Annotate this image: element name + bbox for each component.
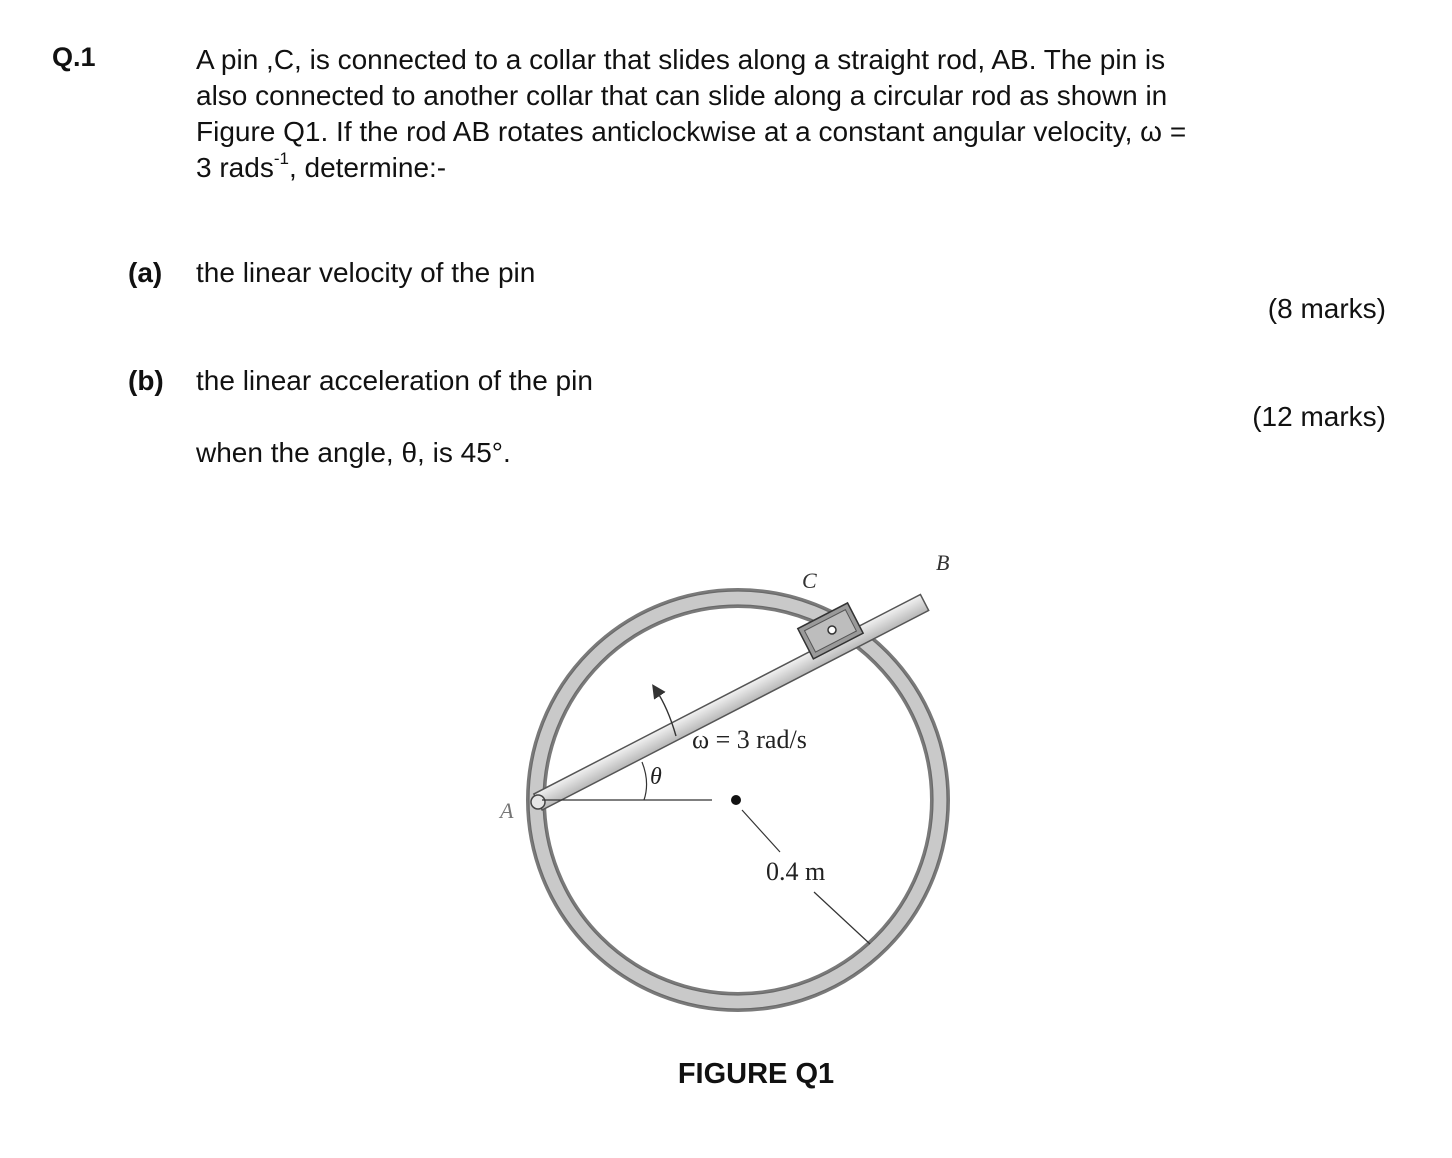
intro-line-4-post: , determine:- — [288, 152, 447, 183]
label-theta: θ — [650, 764, 662, 790]
intro-line-4-sup: -1 — [273, 148, 289, 168]
part-a-text: the linear velocity of the pin — [196, 257, 536, 288]
pin-c — [828, 626, 836, 634]
centre-point — [731, 795, 741, 805]
figure-q1-diagram — [480, 530, 1000, 1030]
part-a-label: (a) — [128, 257, 163, 288]
question-intro — [196, 42, 1316, 186]
pin-a — [531, 795, 545, 809]
intro-line-1: A pin ,C, is connected to a collar that slides along a straight rod, AB. The pin is — [196, 44, 1166, 75]
theta-arc — [642, 762, 647, 800]
label-a: A — [500, 798, 514, 823]
intro-line-4-pre: 3 rads — [196, 152, 274, 183]
omega-label: ω = 3 rad/s — [692, 725, 807, 754]
radius-line-bottom — [814, 892, 870, 944]
radius-label: 0.4 m — [766, 857, 826, 886]
straight-rod-ab — [534, 594, 929, 810]
figure-caption: FIGURE Q1 — [677, 1058, 835, 1090]
question-number: Q.1 — [52, 42, 96, 72]
intro-line-4 — [196, 150, 1316, 186]
part-b-marks: (12 marks) — [1252, 401, 1386, 432]
part-b-text: the linear acceleration of the pin — [196, 365, 593, 396]
part-b-label: (b) — [128, 365, 164, 396]
radius-line-top — [742, 810, 780, 852]
label-c: C — [802, 568, 817, 593]
angle-condition: when the angle, θ, is 45°. — [196, 437, 511, 468]
label-b: B — [936, 550, 950, 575]
part-a-marks: (8 marks) — [1267, 293, 1386, 324]
intro-line-2: also connected to another collar that can slide along a circular rod as shown in — [196, 80, 1168, 111]
intro-line-3: Figure Q1. If the rod AB rotates anticlockwise at a constant angular velocity, ω = — [196, 116, 1187, 147]
